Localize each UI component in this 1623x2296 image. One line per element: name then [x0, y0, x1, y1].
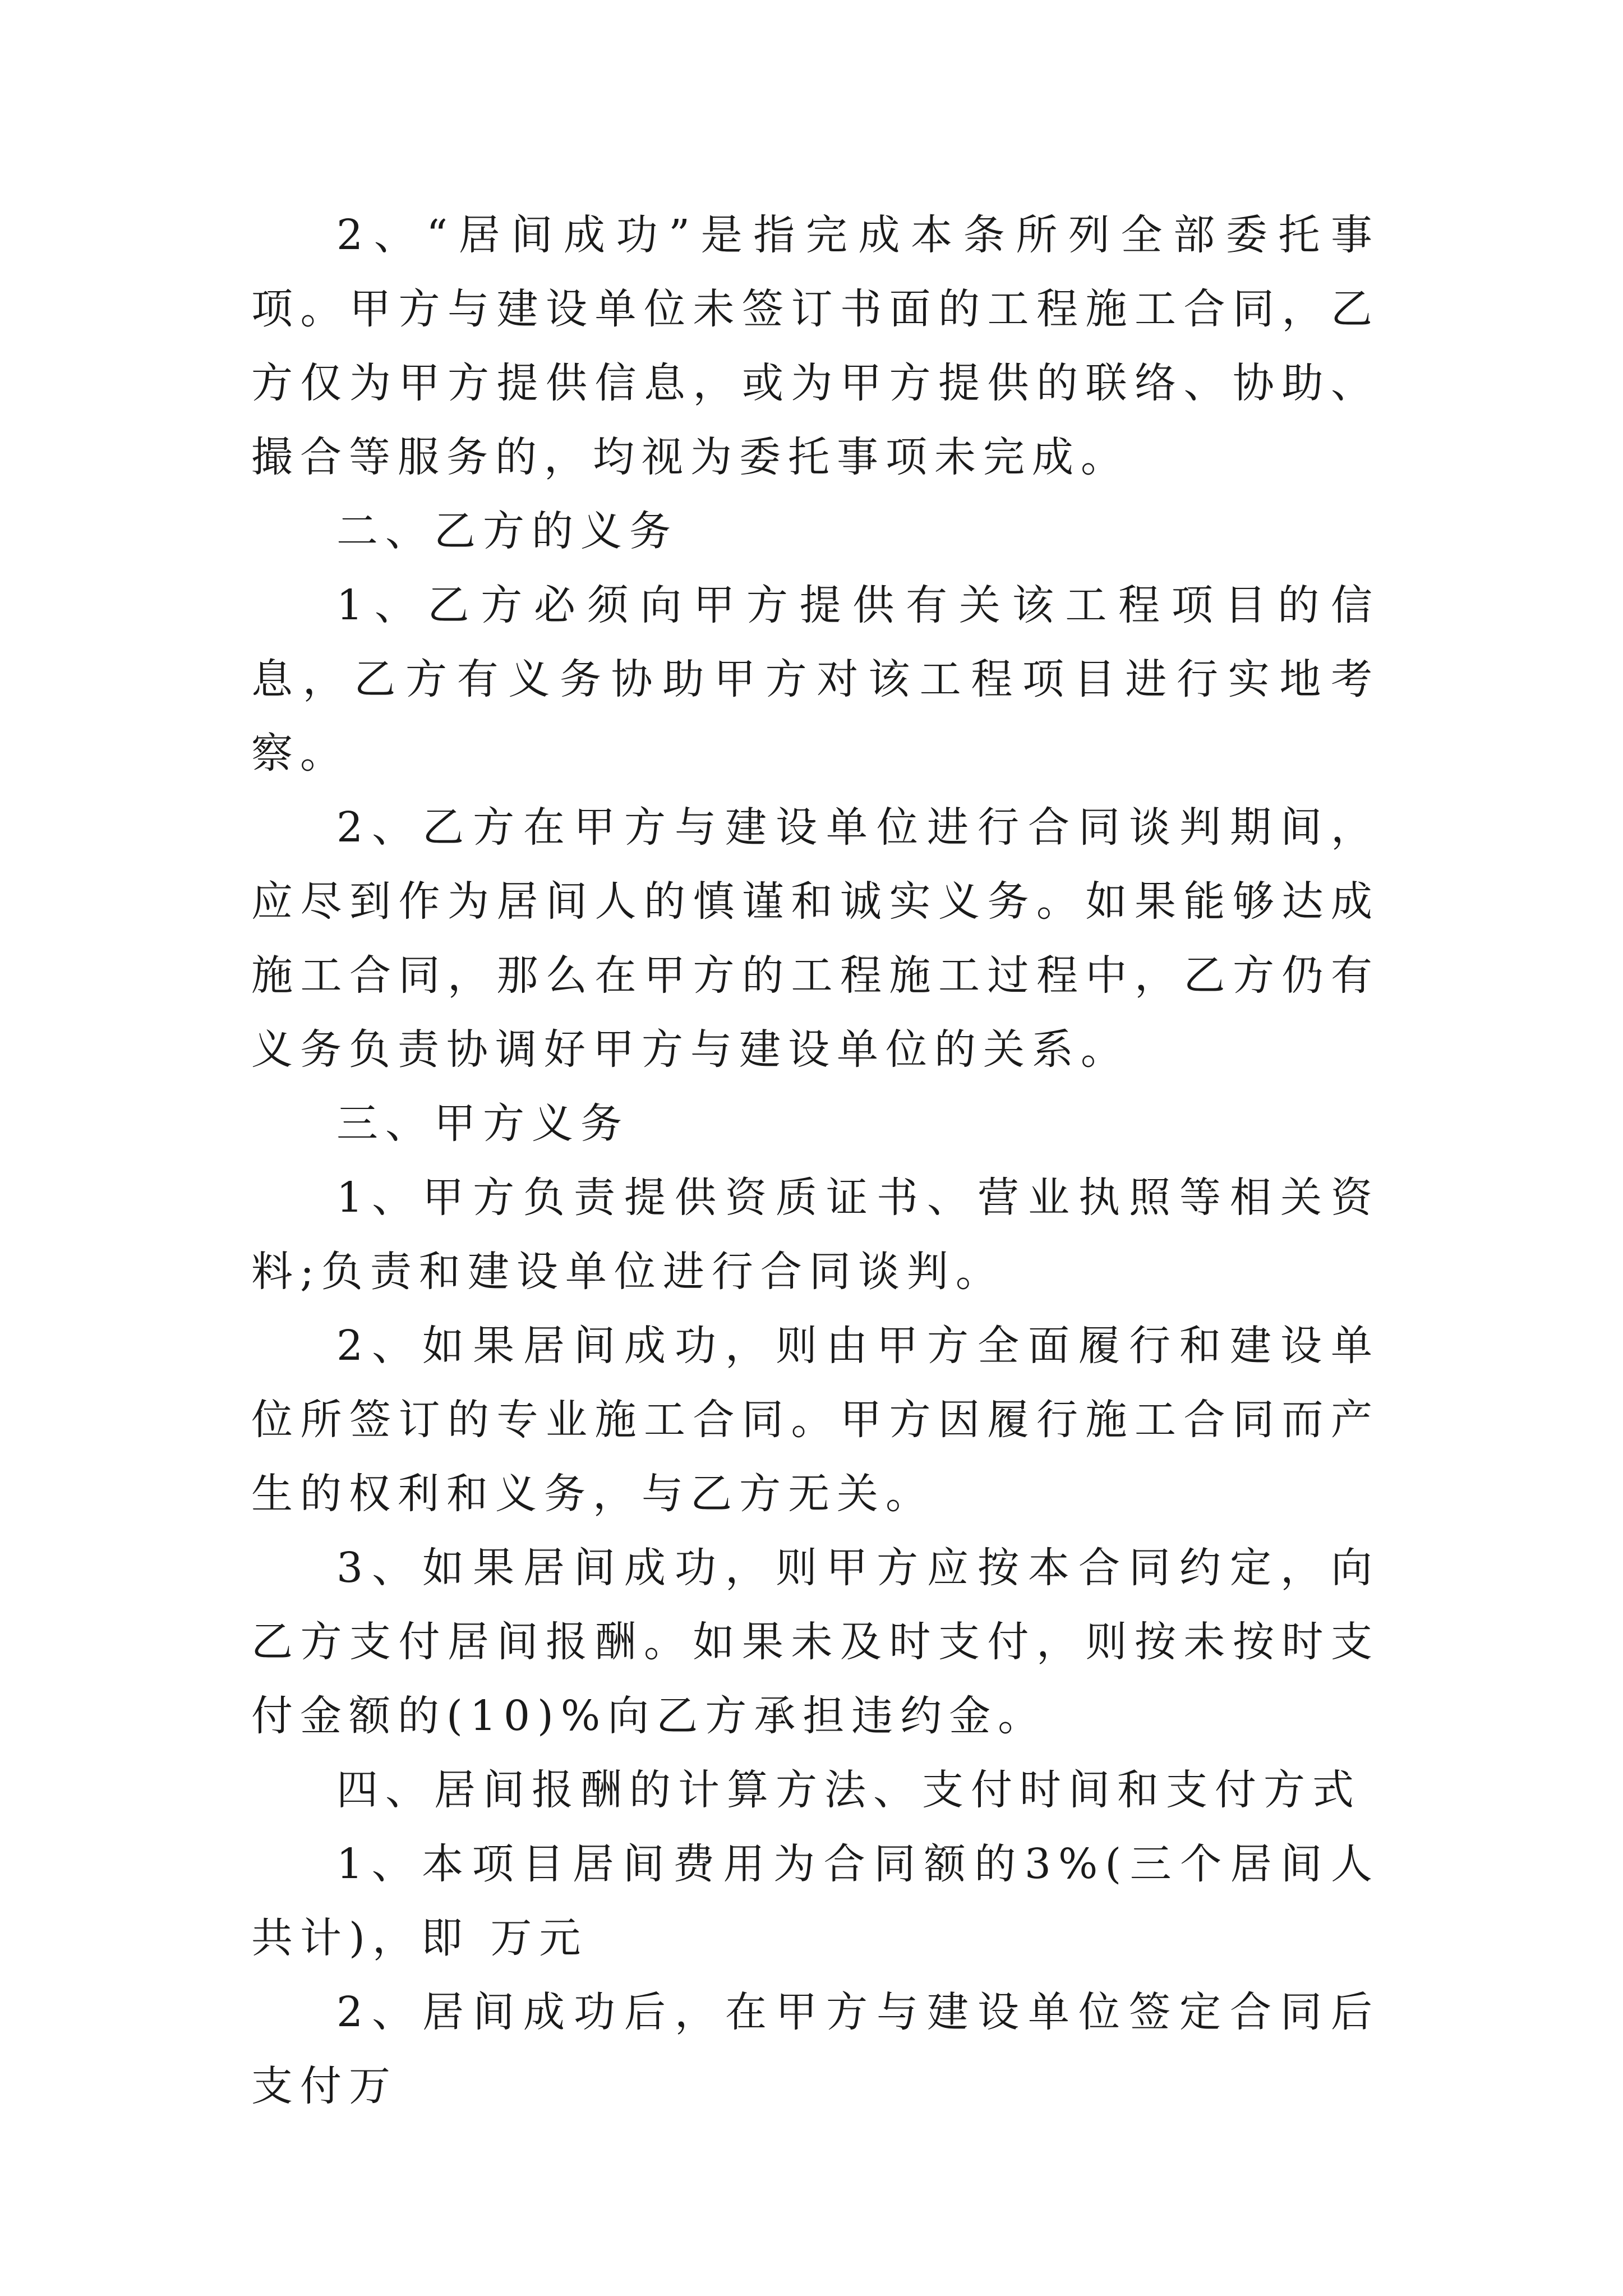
- clause-4-1-fee-rate: 1、本项目居间费用为合同额的3%(三个居间人共计)，即 万元: [251, 1840, 1380, 1962]
- clause-2-1-provide-info: 1、乙方必须向甲方提供有关该工程项目的信息，乙方有义务协助甲方对该工程项目进行实地考察。: [251, 581, 1380, 777]
- section-heading-remuneration: 四、居间报酬的计算方法、支付时间和支付方式: [336, 1766, 1361, 1814]
- clause-3-3-pay-remuneration: 3、如果居间成功，则甲方应按本合同约定，向乙方支付居间报酬。如果未及时支付，则按未按时支付金额的(10)%向乙方承担违约金。: [251, 1544, 1380, 1740]
- clause-3-1-provide-documents: 1、甲方负责提供资质证书、营业执照等相关资料;负责和建设单位进行合同谈判。: [251, 1174, 1380, 1296]
- clause-3-2-perform-contract: 2、如果居间成功，则由甲方全面履行和建设单位所签订的专业施工合同。甲方因履行施工合同而产生的权利和义务，与乙方无关。: [251, 1322, 1380, 1518]
- clause-4-2-payment-timing: 2、居间成功后，在甲方与建设单位签定合同后支付万: [251, 1988, 1380, 2110]
- clause-1-2-success-definition: 2、“居间成功”是指完成本条所列全部委托事项。甲方与建设单位未签订书面的工程施工合同，乙方仅为甲方提供信息，或为甲方提供的联络、协助、撮合等服务的，均视为委托事项未完成。: [251, 211, 1380, 481]
- document-body: [251, 198, 1380, 2123]
- clause-2-2-negotiation-duty: 2、乙方在甲方与建设单位进行合同谈判期间，应尽到作为居间人的慎谨和诚实义务。如果能够达成施工合同，那么在甲方的工程施工过程中，乙方仍有义务负责协调好甲方与建设单位的关系。: [251, 803, 1380, 1074]
- section-heading-party-a-obligations: 三、甲方义务: [336, 1099, 629, 1148]
- section-heading-party-b-obligations: 二、乙方的义务: [336, 507, 678, 555]
